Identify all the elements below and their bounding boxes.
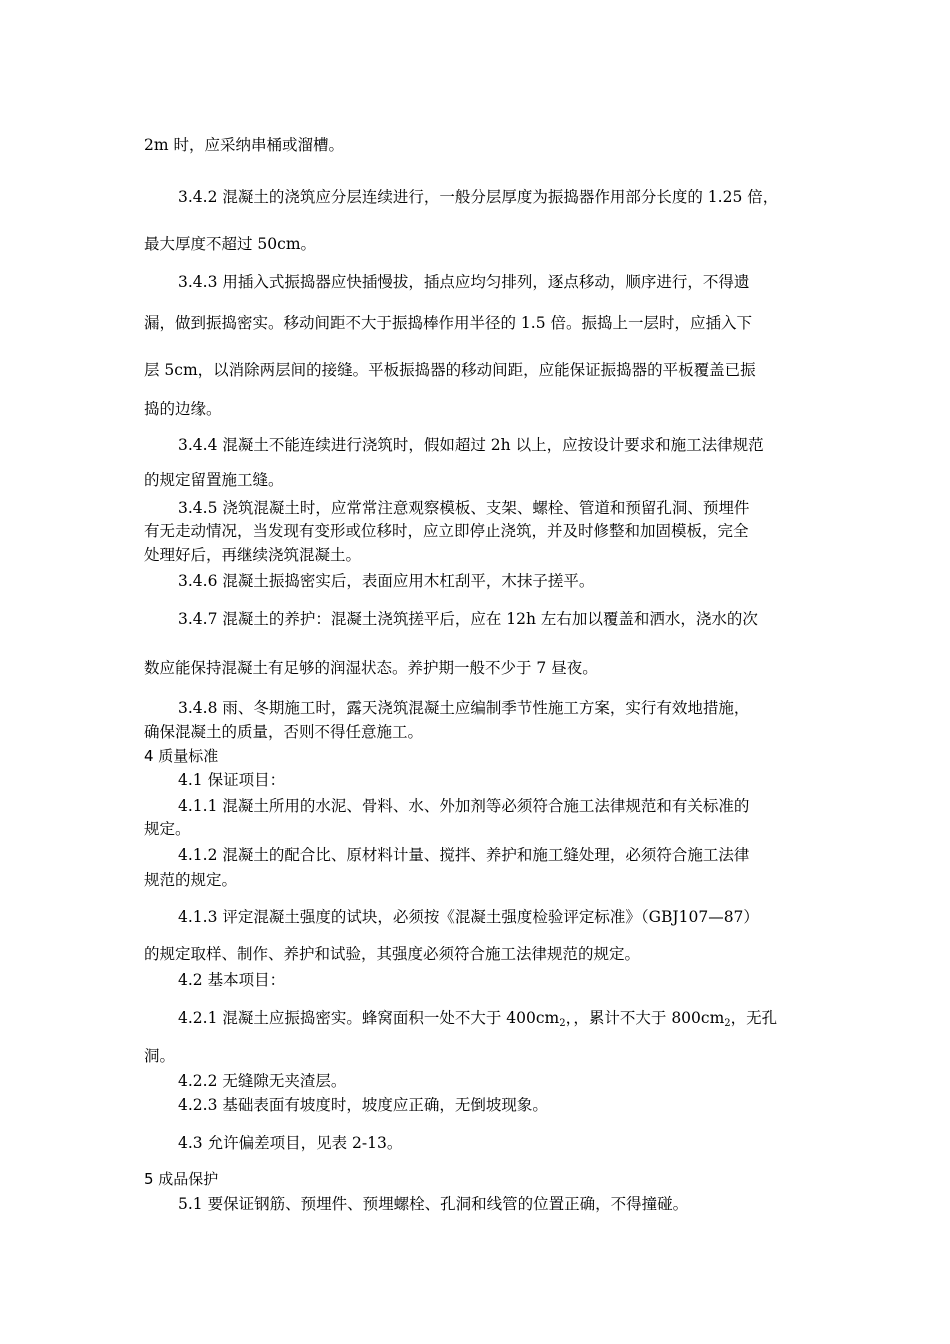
text-line: 4.2.3 基础表面有坡度时，坡度应正确，无倒坡现象。	[178, 1096, 548, 1114]
text-line: 最大厚度不超过 50cm。	[144, 235, 317, 253]
text-line: 有无走动情况，当发现有变形或位移时，应立即停止浇筑，并及时修整和加固模板，完全	[144, 522, 749, 540]
text-line: 捣的边缘。	[144, 400, 222, 418]
text-line: 层 5cm，以消除两层间的接缝。平板振捣器的移动间距，应能保证振捣器的平板覆盖已振	[144, 361, 756, 379]
text-line: 处理好后，再继续浇筑混凝土。	[144, 546, 362, 564]
text-line: 规范的规定。	[144, 871, 238, 889]
text-segment: ，，累计不大于 800cm	[565, 1009, 725, 1027]
text-line: 3.4.7 混凝土的养护：混凝土浇筑搓平后，应在 12h 左右加以覆盖和洒水，浇水的次	[178, 610, 758, 628]
text-line: 3.4.3 用插入式振捣器应快插慢拔，插点应均匀排列，逐点移动，顺序进行，不得遗	[178, 273, 750, 291]
section-heading: 5 成品保护	[144, 1170, 219, 1188]
text-line: 4.1.2 混凝土的配合比、原材料计量、搅拌、养护和施工缝处理，必须符合施工法律	[178, 846, 750, 864]
text-line: 4.1.3 评定混凝土强度的试块，必须按《混凝土强度检验评定标准》（GBJ107—87）	[178, 908, 759, 926]
unit-subscript: 2	[724, 1018, 731, 1029]
text-line: 4.2.2 无缝隙无夹渣层。	[178, 1072, 347, 1090]
section-heading: 4 质量标准	[144, 747, 219, 765]
text-line: 4.1.1 混凝土所用的水泥、骨料、水、外加剂等必须符合施工法律规范和有关标准的	[178, 797, 750, 815]
text-line: 2m 时，应采纳串桶或溜槽。	[144, 136, 344, 154]
text-line: 的规定取样、制作、养护和试验，其强度必须符合施工法律规范的规定。	[144, 945, 641, 963]
text-line: 3.4.4 混凝土不能连续进行浇筑时，假如超过 2h 以上，应按设计要求和施工法律规范	[178, 436, 764, 454]
unit-subscript: 2	[559, 1018, 566, 1029]
text-line: 漏，做到振捣密实。移动间距不大于振捣棒作用半径的 1.5 倍。振捣上一层时，应插入下	[144, 314, 753, 332]
text-line: 4.3 允许偏差项目，见表 2-13。	[178, 1134, 403, 1152]
text-line: 3.4.6 混凝土振捣密实后，表面应用木杠刮平，木抹子搓平。	[178, 572, 595, 590]
text-line: 3.4.8 雨、冬期施工时，露天浇筑混凝土应编制季节性施工方案，实行有效地措施，	[178, 699, 750, 717]
text-line	[178, 1007, 777, 1029]
text-line: 5.1 要保证钢筋、预埋件、预埋螺栓、孔洞和线管的位置正确，不得撞碰。	[178, 1195, 689, 1213]
text-line: 规定。	[144, 820, 191, 838]
text-line: 3.4.2 混凝土的浇筑应分层连续进行，一般分层厚度为振捣器作用部分长度的 1.25 倍，	[178, 188, 779, 206]
text-line: 4.2 基本项目：	[178, 971, 286, 989]
text-line: 4.1 保证项目：	[178, 771, 286, 789]
text-line: 洞。	[144, 1047, 176, 1065]
text-segment: ，无孔	[730, 1009, 778, 1027]
text-line: 3.4.5 浇筑混凝土时，应常常注意观察模板、支架、螺栓、管道和预留孔洞、预埋件	[178, 499, 750, 517]
text-segment: 4.2.1 混凝土应振捣密实。蜂窝面积一处不大于 400cm	[178, 1009, 560, 1027]
text-line: 确保混凝土的质量，否则不得任意施工。	[144, 723, 424, 741]
text-line: 数应能保持混凝土有足够的润湿状态。养护期一般不少于 7 昼夜。	[144, 659, 598, 677]
text-line: 的规定留置施工缝。	[144, 471, 284, 489]
